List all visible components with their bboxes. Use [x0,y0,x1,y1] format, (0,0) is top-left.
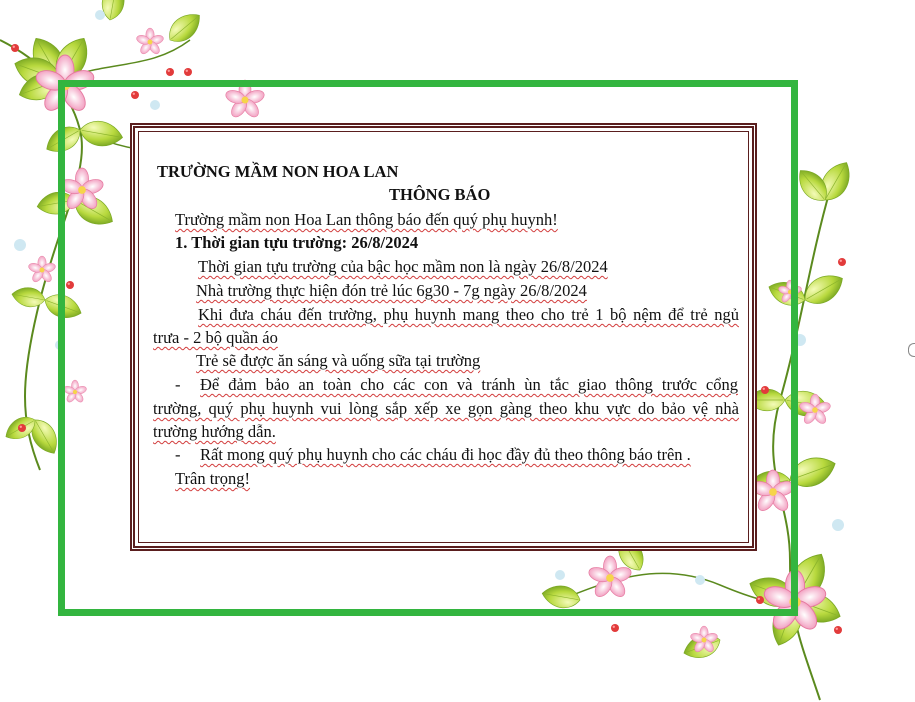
traffic-line-1: Để đảm bảo an toàn cho các con và tránh ùn tắc giao thông trước cổng [200,375,738,394]
supplies-line-1: Khi đưa cháu đến trường, phụ huynh mang theo cho trẻ 1 bộ nệm để trẻ ngủ [198,305,739,324]
closing-line: Trân trọng! [175,469,251,488]
traffic-line-3: trường hướng dẫn. [153,422,276,441]
section-1-heading: 1. Thời gian tựu trường: 26/8/2024 [175,233,419,252]
start-date-line: Thời gian tựu trường của bậc học mầm non là ngày 26/8/2024 [198,257,608,276]
bullet-dash-1: - [175,375,181,394]
traffic-line-2: trường, quý phụ huynh vui lòng sắp xếp xe gọn gàng theo khu vực do bảo vệ nhà [153,399,739,418]
notice-title: THÔNG BÁO [389,185,491,204]
breakfast-line: Trẻ sẽ được ăn sáng và uống sữa tại trường [196,351,481,370]
supplies-line-2: trưa - 2 bộ quần áo [153,328,278,347]
bullet-dash-2: - [175,445,181,464]
pickup-time-line: Nhà trường thực hiện đón trẻ lúc 6g30 - 7g ngày 26/8/2024 [196,281,587,300]
greeting-line: Trường mầm non Hoa Lan thông báo đến quý phụ huynh! [175,210,558,229]
school-name: TRƯỜNG MẦM NON HOA LAN [157,162,399,181]
edge-handle [908,343,915,357]
attendance-line: Rất mong quý phụ huynh cho các cháu đi học đầy đủ theo thông báo trên . [200,445,691,464]
